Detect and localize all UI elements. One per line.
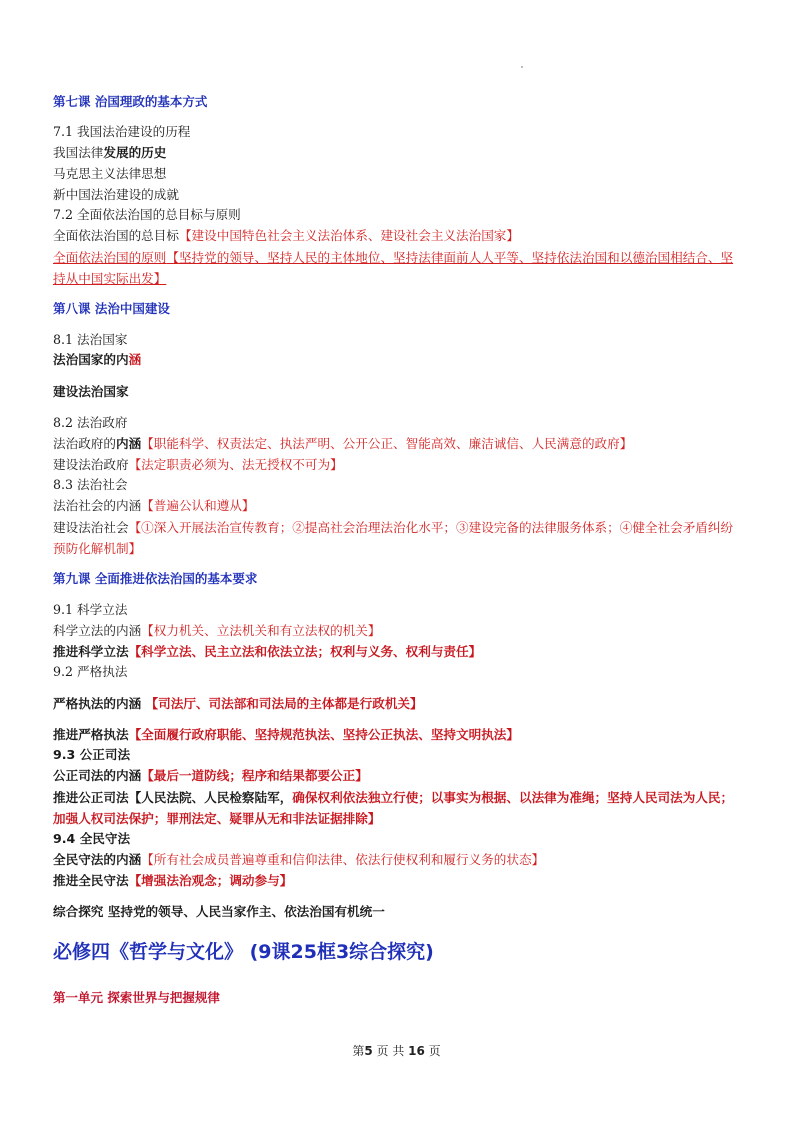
- footer-prefix: 第: [352, 1044, 365, 1058]
- label: 推进全民守法: [53, 873, 129, 888]
- section-9-3: 9.3 公正司法: [53, 747, 131, 762]
- lesson7-goal: [53, 226, 743, 246]
- answer: 【科学立法、民主立法和依法立法；权利与义务、权利与责任】: [128, 644, 482, 659]
- section-8-2: 8.2 法治政府: [53, 415, 128, 430]
- lesson9-promote-law-abiding: [53, 871, 743, 891]
- footer-suffix: 页: [424, 1044, 441, 1058]
- answer: 【全面履行政府职能、坚持规范执法、坚持公正执法、坚持文明执法】: [128, 727, 519, 742]
- label: 推进严格执法: [53, 727, 129, 742]
- lesson7-heading: 第七课 治国理政的基本方式: [53, 94, 208, 109]
- text-normal: 我国法律: [53, 145, 104, 160]
- lesson8-gov-connotation: [53, 434, 743, 454]
- answer: 【司法厅、司法部和司法局的主体都是行政机关】: [145, 696, 423, 711]
- section-9-2: 9.2 严格执法: [53, 664, 128, 679]
- principle-answer: 【坚持党的领导、坚持人民的主体地位、坚持法律面前人人平等、坚持依法治国和以德治国相结合、坚持从中国实际出发】: [53, 250, 734, 286]
- lesson8-heading: 第八课 法治中国建设: [53, 301, 170, 316]
- lesson8-line2: [53, 350, 743, 370]
- lesson7-principle: [53, 247, 743, 289]
- section-8-3: 8.3 法治社会: [53, 477, 128, 492]
- lesson9-promote-justice: [53, 787, 743, 829]
- page-footer: [0, 1042, 793, 1059]
- lesson9-legislation-connotation: [53, 621, 743, 641]
- lesson7-line2: [53, 143, 743, 163]
- section-8-1: 8.1 法治国家: [53, 332, 128, 347]
- answer: 【增强法治观念；调动参与】: [128, 873, 293, 888]
- answer: 【所有社会成员普遍尊重和信仰法律、依法行使权利和履行义务的状态】: [141, 852, 545, 867]
- label-bold: 内涵: [115, 436, 142, 451]
- label: 建设法治政府: [53, 457, 129, 472]
- lesson9-heading: 第九课 全面推进依法治国的基本要求: [53, 571, 258, 586]
- label: 全民守法的内涵: [53, 852, 142, 867]
- lesson9-enforcement-connotation: [53, 694, 743, 714]
- unit1-heading: 第一单元 探索世界与把握规律: [53, 990, 220, 1005]
- label: 科学立法的内涵: [53, 623, 142, 638]
- lesson8-line3: 建设法治国家: [53, 384, 129, 399]
- total-pages: 16: [408, 1044, 425, 1058]
- text-bold: 法治国家的内: [53, 352, 129, 367]
- scan-dot: [521, 66, 523, 68]
- goal-label: 全面依法治国的总目标: [53, 228, 179, 243]
- lesson9-law-abiding-connotation: [53, 850, 743, 870]
- lesson8-build-gov: [53, 455, 743, 475]
- label: 建设法治社会: [53, 520, 129, 535]
- lesson8-build-society: [53, 517, 743, 559]
- lesson9-promote-enforcement: [53, 725, 743, 745]
- answer: 确保权利依法独立行使；以事实为根据、以法律为准绳；坚持人民司法为人民；加强人权司法保护；罪刑法定、疑罪从无和非法证据排除】: [53, 790, 734, 826]
- label: 法治政府的: [53, 436, 116, 451]
- section-9-4: 9.4 全民守法: [53, 831, 131, 846]
- answer: 【最后一道防线；程序和结果都要公正】: [141, 768, 368, 783]
- text-red: 涵: [128, 352, 142, 367]
- answer: 【法定职责必须为、法无授权不可为】: [128, 457, 343, 472]
- lesson7-line4: 新中国法治建设的成就: [53, 187, 179, 202]
- text-bold: 发展的历史: [103, 145, 167, 160]
- current-page: 5: [364, 1044, 373, 1058]
- synthesis-inquiry: 综合探究 坚持党的领导、人民当家作主、依法治国有机统一: [53, 904, 385, 919]
- answer: 【职能科学、权责法定、执法严明、公开公正、智能高效、廉洁诚信、人民满意的政府】: [141, 436, 633, 451]
- label: 严格执法的内涵: [53, 696, 146, 711]
- section-7-2: 7.2 全面依法治国的总目标与原则: [53, 207, 241, 222]
- label: 法治社会的内涵: [53, 498, 142, 513]
- label: 公正司法的内涵: [53, 768, 142, 783]
- answer: 【普遍公认和遵从】: [141, 498, 255, 513]
- principle-label: 全面依法治国的原则: [53, 250, 167, 265]
- lesson7-line3: 马克思主义法律思想: [53, 166, 167, 181]
- label: 推进科学立法: [53, 644, 129, 659]
- answer: 【①深入开展法治宣传教育；②提高社会治理法治化水平；③建设完备的法律服务体系；④健全社会矛盾纠纷预防化解机制】: [53, 520, 734, 556]
- goal-answer: 【建设中国特色社会主义法治体系、建设社会主义法治国家】: [178, 228, 519, 243]
- lesson9-promote-legislation: [53, 642, 743, 662]
- section-9-1: 9.1 科学立法: [53, 602, 128, 617]
- lesson8-society-connotation: [53, 496, 743, 516]
- book4-title: 必修四《哲学与文化》 (9课25框3综合探究): [53, 941, 434, 963]
- answer: 【权力机关、立法机关和有立法权的机关】: [141, 623, 381, 638]
- footer-middle: 页 共: [372, 1044, 409, 1058]
- lesson9-justice-connotation: [53, 766, 743, 786]
- section-7-1: 7.1 我国法治建设的历程: [53, 124, 191, 139]
- label: 推进公正司法【人民法院、人民检察陆军，: [53, 790, 293, 805]
